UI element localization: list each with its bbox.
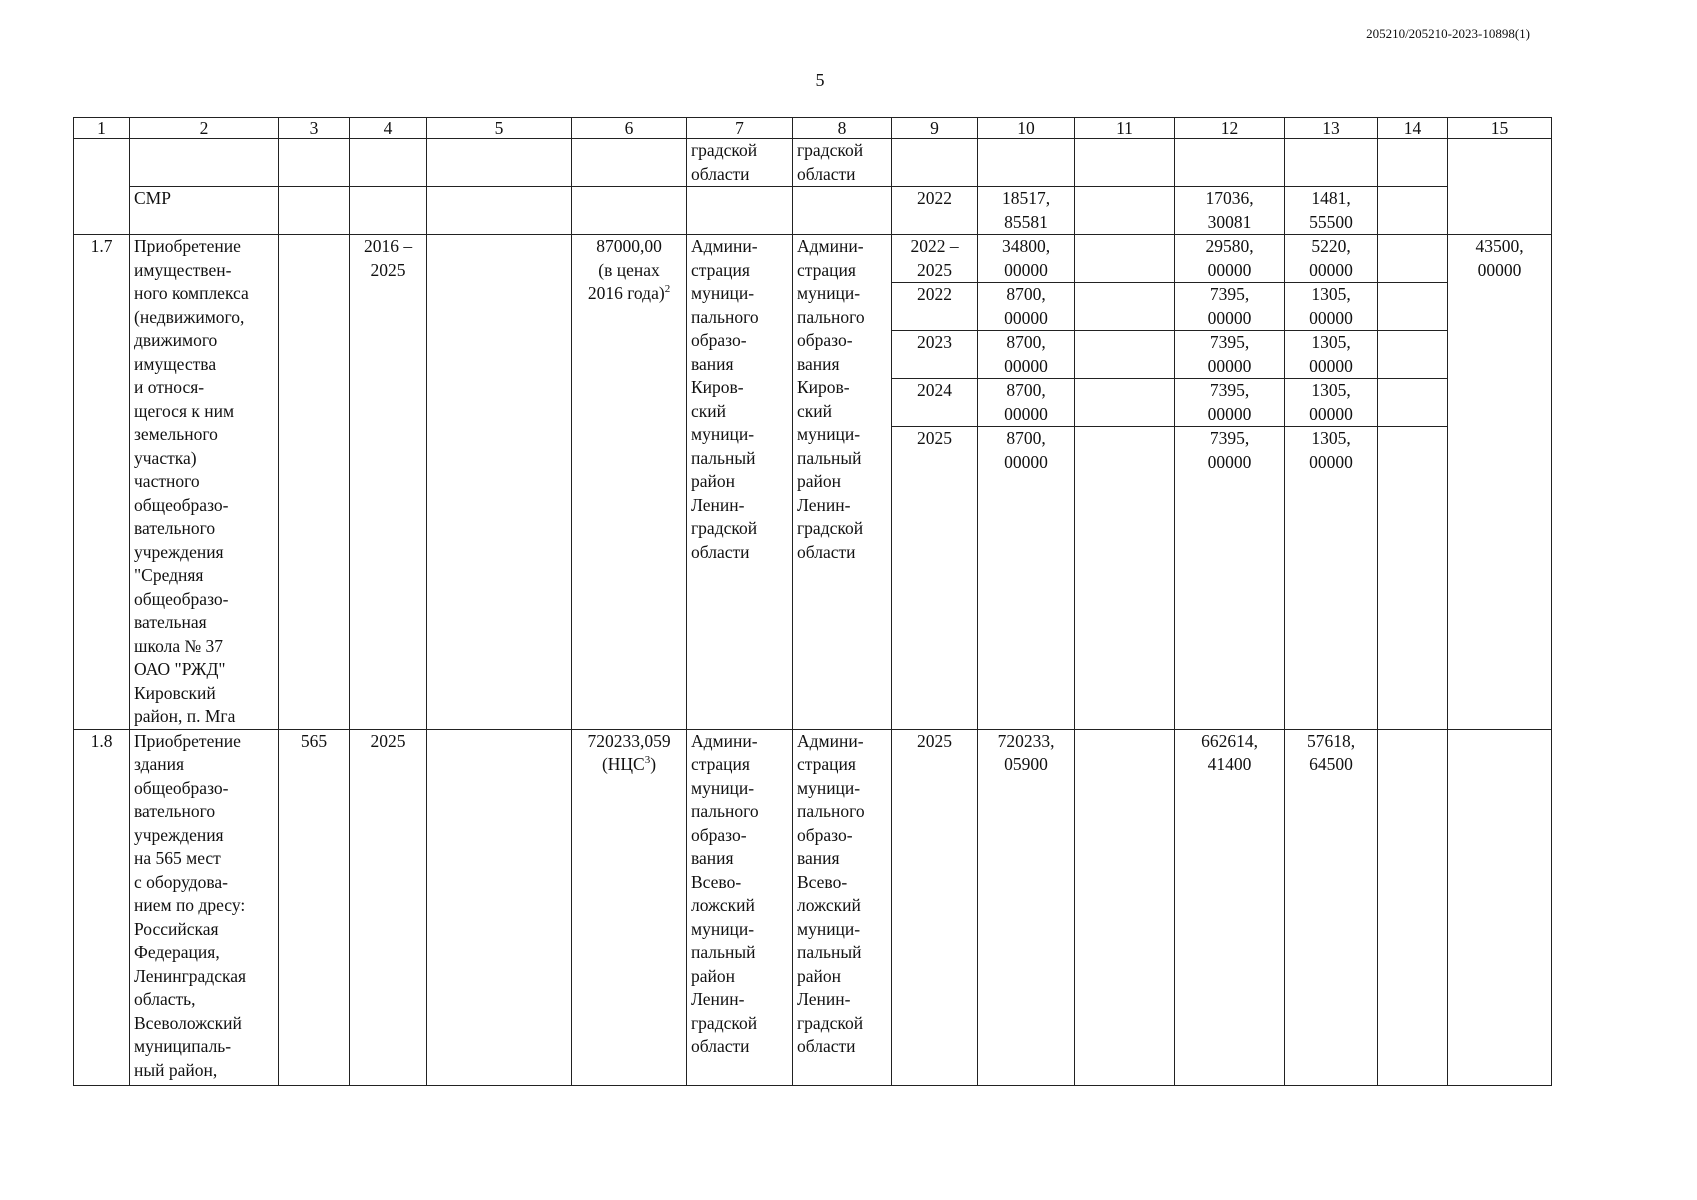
row-1-7-col12-total: 29580, 00000	[1175, 235, 1285, 283]
row-1-7-col10-total: 34800, 00000	[978, 235, 1075, 283]
row-1-8-cost	[572, 729, 687, 1085]
row-1-7-col13-2025: 1305, 00000	[1285, 427, 1378, 729]
col-header-4: 4	[350, 118, 427, 139]
row-1-7-col13-total: 5220, 00000	[1285, 235, 1378, 283]
row-1-7-customer: Админи- страция муници- пального образо- вания Киров- ский муници- пальный район Ленин- градской области	[687, 235, 793, 730]
row-1-7-number: 1.7	[74, 235, 130, 730]
continuation-recipient: градской области	[793, 139, 892, 187]
smr-year: 2022	[892, 187, 978, 235]
row-1-7-cost-value: 87000,00	[596, 236, 662, 256]
row-1-7-col15: 43500, 00000	[1448, 235, 1552, 730]
document-id: 205210/205210-2023-10898(1)	[1366, 26, 1530, 41]
smr-col10: 18517, 85581	[978, 187, 1075, 235]
row-1-8-col12: 662614, 41400	[1175, 729, 1285, 1085]
program-table	[73, 117, 1552, 1086]
row-1-7-year-2025: 2025	[892, 427, 978, 729]
row-1-8-col13: 57618, 64500	[1285, 729, 1378, 1085]
column-number-row	[74, 118, 1552, 139]
row-1-7-col10-2022: 8700, 00000	[978, 283, 1075, 331]
row-1-7-col13-2024: 1305, 00000	[1285, 379, 1378, 427]
row-1-8-year: 2025	[892, 729, 978, 1085]
row-1-8-recipient: Админи- страция муници- пального образо- вания Всево- ложский муници- пальный район Ленин- градской области	[793, 729, 892, 1085]
col-header-11: 11	[1075, 118, 1175, 139]
row-1-8-number: 1.8	[74, 729, 130, 1085]
row-1-7-cost	[572, 235, 687, 730]
row-1-7-col12-2023: 7395, 00000	[1175, 331, 1285, 379]
row-1-8-cost-note: (НЦС	[601, 754, 645, 774]
col-header-8: 8	[793, 118, 892, 139]
row-1-7-col10-2025: 8700, 00000	[978, 427, 1075, 729]
continuation-customer: градской области	[687, 139, 793, 187]
row-1-7-recipient: Админи- страция муници- пального образо- вания Киров- ский муници- пальный район Ленин- градской области	[793, 235, 892, 730]
row-1-7-col10-2024: 8700, 00000	[978, 379, 1075, 427]
smr-col13: 1481, 55500	[1285, 187, 1378, 235]
smr-col12: 17036, 30081	[1175, 187, 1285, 235]
col-header-5: 5	[427, 118, 572, 139]
row-1-7-name: Приобретение имуществен- ного комплекса (недвижимого, движимого имущества и относя- щегося к ним земельного участка) частного общеобразо- вательного учреждения "Средняя общеобразо- вательная школа № 37 ОАО "РЖД" Кировский район, п. Мга	[130, 235, 279, 730]
row-1-7-year-2023: 2023	[892, 331, 978, 379]
table-row-1-7	[74, 235, 1552, 283]
row-1-8-col10: 720233, 05900	[978, 729, 1075, 1085]
row-1-8-cost-footnote: 3	[644, 754, 651, 767]
col-header-14: 14	[1378, 118, 1448, 139]
row-1-8-capacity: 565	[279, 729, 350, 1085]
col-header-13: 13	[1285, 118, 1378, 139]
row-1-8-name: Приобретение здания общеобразо- вательного учреждения на 565 мест с оборудова- нием по дресу: Российская Федерация, Ленинградская область, Всеволожский муниципаль- ный район,	[130, 729, 279, 1085]
row-1-8-cost-note-end: )	[650, 754, 657, 774]
row-1-7-year-total: 2022 – 2025	[892, 235, 978, 283]
table-row-continuation	[74, 139, 1552, 187]
col-header-2: 2	[130, 118, 279, 139]
page-number: 5	[815, 70, 825, 90]
col-header-9: 9	[892, 118, 978, 139]
row-1-7-col13-2022: 1305, 00000	[1285, 283, 1378, 331]
row-1-8-cost-value: 720233,059	[587, 730, 671, 751]
table-row-1-8	[74, 729, 1552, 1085]
col-header-10: 10	[978, 118, 1075, 139]
table-row-smr	[74, 187, 1552, 235]
row-1-8-customer: Админи- страция муници- пального образо- вания Всево- ложский муници- пальный район Ленин- градской области	[687, 729, 793, 1085]
col-header-15: 15	[1448, 118, 1552, 139]
row-1-7-year-2022: 2022	[892, 283, 978, 331]
row-1-7-col13-2023: 1305, 00000	[1285, 331, 1378, 379]
smr-label: СМР	[130, 187, 279, 235]
row-1-8-period: 2025	[350, 729, 427, 1085]
row-1-7-col12-2022: 7395, 00000	[1175, 283, 1285, 331]
row-1-7-col10-2023: 8700, 00000	[978, 331, 1075, 379]
row-1-7-year-2024: 2024	[892, 379, 978, 427]
row-1-7-col12-2025: 7395, 00000	[1175, 427, 1285, 729]
col-header-6: 6	[572, 118, 687, 139]
col-header-1: 1	[74, 118, 130, 139]
row-1-7-cost-footnote: 2	[664, 283, 671, 296]
col-header-12: 12	[1175, 118, 1285, 139]
col-header-7: 7	[687, 118, 793, 139]
row-1-7-col12-2024: 7395, 00000	[1175, 379, 1285, 427]
row-1-7-cost-note: (в ценах 2016 года)	[587, 259, 665, 303]
row-1-7-period: 2016 – 2025	[350, 235, 427, 730]
col-header-3: 3	[279, 118, 350, 139]
